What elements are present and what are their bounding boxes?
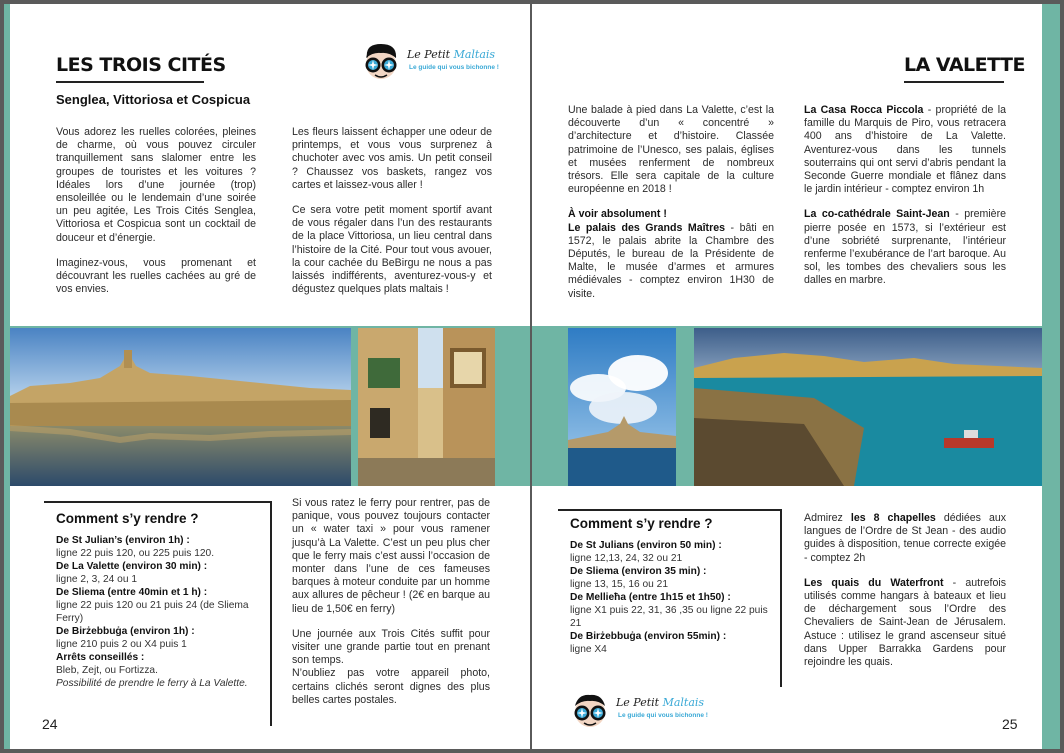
- chapels-pre: Admirez: [804, 512, 851, 524]
- route-lines: ligne 22 puis 120, ou 225 puis 120.: [56, 548, 215, 559]
- brand-logo: [359, 40, 509, 84]
- brand-name-part2: Maltais: [453, 48, 496, 61]
- title-underline: [56, 81, 204, 83]
- route-heading: De Sliema (environ 35 min) :: [570, 566, 707, 577]
- page-number: 24: [42, 716, 58, 732]
- ferry-note: Possibilité de prendre le ferry à La Valette.: [56, 678, 248, 689]
- right-page: [532, 4, 1060, 749]
- stops-heading: Arrêts conseillés :: [56, 652, 145, 663]
- mascot-icon: [568, 688, 614, 732]
- casa-text: - propriété de la famille du Marquis de Piro, vous retracera 400 ans d’histoire de La Valette. Aventurez-vous dans les tunnels souterrains qui ont servi d’abris pendant la Seconde Guerre mondiale et flânez dans le jardin intérieur - comptez environ 1h: [804, 104, 1006, 196]
- vittoriosa-street-photo: [358, 328, 495, 486]
- text-column-1: [56, 126, 256, 308]
- mascot-icon: [359, 40, 405, 84]
- box-side-rule: [270, 501, 272, 726]
- box-top-rule: [558, 509, 782, 511]
- page-title: LES TROIS CITÉS: [56, 54, 226, 76]
- route-heading: De Mellieħa (entre 1h15 et 1h50) :: [570, 592, 731, 603]
- text-column-3: [804, 512, 1006, 681]
- paragraph: Si vous ratez le ferry pour rentrer, pas de panique, vous pouvez toujours contacter un « water taxi » pour vous ramener jusqu’à La Valette. C’est un peu plus cher que le ferry mais c’est aussi l’occasion de monter dans l’une de ces fameuses barques à moteur conduite par un homme aux allures de pêcheur ! (2€ en barque au lieu de 1,50€ en ferry): [292, 497, 490, 615]
- paragraph: Les fleurs laissent échapper une odeur de printemps, et vous vous surprenez à chuchoter avec vos amis. Un petit conseil ? Chaussez vos baskets, rangez vos cartes et laissez-vous aller !: [292, 126, 492, 191]
- box-side-rule: [780, 509, 782, 687]
- how-to-get-there-box: [56, 511, 266, 690]
- cathedral-name: La co-cathédrale Saint-Jean: [804, 208, 950, 221]
- brand-name-part2: Maltais: [662, 696, 705, 709]
- text-column-2: [292, 126, 492, 308]
- text-column-1: [568, 104, 774, 313]
- paragraph: Une journée aux Trois Cités suffit pour visiter une grande partie tout en prenant son temps.: [292, 627, 490, 667]
- paragraph: Vous adorez les ruelles colorées, pleines de charme, où vous pouvez circuler tranquillement sans slalomer entre les groupes de touristes et les voitures ? Idéales lors d’une journée (trop) ensoleillée ou le lendemain d’une soirée un peu agitée, Les Trois Cités Senglea, Vittoriosa et Cospicua sont un cocktail de douceur et d’énergie.: [56, 126, 256, 244]
- page-title: LA VALETTE: [904, 54, 1025, 76]
- waterfront-text: - autrefois utilisés comme hangars à bateaux et lieu de déchargement sous l’Ordre des Chevaliers de Saint-Jean de Jérusalem. Astuce : utilisez le grand ascenseur situé dans Upper Barrakka Gardens pour rejoindre les quais.: [804, 576, 1006, 669]
- route-heading: De La Valette (environ 30 min) :: [56, 561, 208, 572]
- route-heading: De St Julians (environ 50 min) :: [570, 540, 722, 551]
- box-top-rule: [44, 501, 272, 503]
- brand-logo: [568, 688, 718, 732]
- box-title: Comment s’y rendre ?: [570, 516, 713, 531]
- paragraph: Une balade à pied dans La Valette, c’est la découverte d’un « concentré » d’architecture et d’histoire. Classée patrimoine de l’Unesco, ses palais, églises et musées renferment de nombreux trésors. Elle sera capitale de la culture européenne en 2018 !: [568, 104, 774, 196]
- chapels-text: dédiées aux langues de l’Ordre de St Jean - des audio guides à disposition, tenue correcte exigée - comptez 2h: [804, 512, 1007, 564]
- brand-name-part1: Le Petit: [407, 48, 451, 61]
- senglea-harbour-photo: [10, 328, 351, 486]
- route-lines: ligne 12,13, 24, 32 ou 21: [570, 553, 683, 564]
- page-number: 25: [1002, 716, 1018, 732]
- stops-list: Bleb, Zejt, ou Fortizza.: [56, 665, 158, 676]
- route-heading: De Sliema (entre 40min et 1 h) :: [56, 587, 208, 598]
- brand-name-part1: Le Petit: [616, 696, 660, 709]
- route-lines: ligne 210 puis 2 ou X4 puis 1: [56, 639, 187, 650]
- text-column-2: [804, 104, 1006, 300]
- route-heading: De Birżebbuġa (environ 55min) :: [570, 631, 727, 642]
- route-heading: De St Julian’s (environ 1h) :: [56, 535, 190, 546]
- palace-name: Le palais des Grands Maîtres: [568, 221, 725, 234]
- route-heading: De Birżebbuġa (environ 1h) :: [56, 626, 195, 637]
- valletta-harbour-photo: [694, 328, 1042, 486]
- paragraph: Imaginez-vous, vous promenant et découvrant les ruelles cachées au gré de vos envies.: [56, 256, 256, 296]
- brand-tagline: Le guide qui vous bichonne !: [409, 64, 499, 71]
- route-lines: ligne 2, 3, 24 ou 1: [56, 574, 137, 585]
- route-lines: ligne X1 puis 22, 31, 36 ,35 ou ligne 22 puis 21: [570, 605, 768, 629]
- cathedral-text: - première pierre posée en 1573, si l’extérieur est d’une sobriété surprenante, l’intérieur renferme l’exubérance de l’art baroque. Au sol, les tombes des chevaliers sous les dalles en marbre.: [804, 208, 1006, 287]
- palace-text: - bâti en 1572, le palais abrite la Chambre des Députés, le bureau de la Présidente de Malte, le musée d’armes et armures médiévales - comptez environ 1H30 de visite.: [568, 221, 774, 300]
- route-lines: ligne 13, 15, 16 ou 21: [570, 579, 668, 590]
- valletta-skyline-photo: [568, 328, 676, 486]
- paragraph: Ce sera votre petit moment sportif avant de vous régaler dans l’un des restaurants de la place Vittoriosa, un lieu central dans l’histoire de la Cité. Pour tout vous avouer, la cour cachée du BeBirgu ne nous a pas laissés indifférents, aventurez-vous-y et dégustez quelques plats maltais !: [292, 204, 492, 296]
- box-title: Comment s’y rendre ?: [56, 511, 199, 526]
- text-column-3: [292, 497, 490, 719]
- route-lines: ligne 22 puis 120 ou 21 puis 24 (de Sliema Ferry): [56, 600, 249, 624]
- page-subtitle: Senglea, Vittoriosa et Cospicua: [56, 92, 251, 107]
- how-to-get-there-box: [570, 516, 775, 656]
- left-page: [4, 4, 530, 749]
- casa-name: La Casa Rocca Piccola: [804, 104, 924, 116]
- route-lines: ligne X4: [570, 644, 607, 655]
- must-see-heading: À voir absolument !: [568, 208, 667, 221]
- waterfront-name: Les quais du Waterfront: [804, 576, 944, 589]
- brand-tagline: Le guide qui vous bichonne !: [618, 712, 708, 719]
- paragraph: N’oubliez pas votre appareil photo, certains clichés seront dignes des plus belles cartes postales.: [292, 667, 490, 706]
- title-underline: [904, 81, 1004, 83]
- chapels-name: les 8 chapelles: [850, 512, 936, 524]
